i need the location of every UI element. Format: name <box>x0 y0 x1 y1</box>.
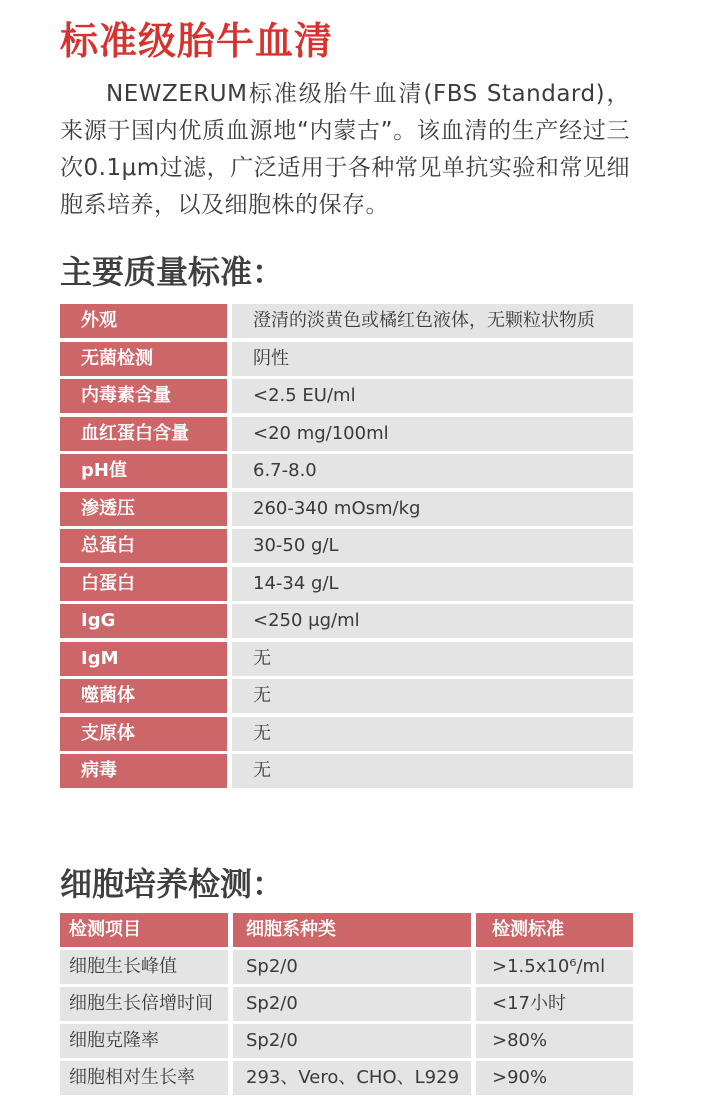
page-title: 标准级胎牛血清 <box>60 19 334 63</box>
cell-line-cell: 293、Vero、CHO、L929 <box>233 1061 471 1095</box>
culture-table-header <box>60 913 633 947</box>
quality-row-endotoxin <box>60 379 633 413</box>
quality-label: 外观 <box>60 304 227 338</box>
cell-line-cell: Sp2/0 <box>233 987 471 1021</box>
standard-cell: >90% <box>476 1061 633 1095</box>
quality-value: <2.5 EU/ml <box>232 379 633 413</box>
intro-paragraph: NEWZERUM标准级胎牛血清(FBS Standard)，来源于国内优质血源地“内蒙古”。该血清的生产经过三次0.1μm过滤，广泛适用于各种常见单抗实验和常见细胞系培养，以及细胞株的保存。 <box>60 81 630 218</box>
quality-section-title: 主要质量标准： <box>60 253 285 291</box>
quality-row-osmolality <box>60 492 633 526</box>
cell-line-cell: Sp2/0 <box>233 950 471 984</box>
table-row <box>60 987 633 1021</box>
quality-label: 病毒 <box>60 754 227 788</box>
quality-row-igm <box>60 642 633 676</box>
quality-label: 白蛋白 <box>60 567 227 601</box>
quality-label: IgM <box>60 642 227 676</box>
header-standard: 检测标准 <box>476 913 633 947</box>
quality-value: 无 <box>232 717 633 751</box>
test-item-cell: 细胞克隆率 <box>60 1024 228 1058</box>
quality-label: 支原体 <box>60 717 227 751</box>
quality-row-igg <box>60 604 633 638</box>
quality-value: 无 <box>232 642 633 676</box>
quality-row-albumin <box>60 567 633 601</box>
standard-cell: >80% <box>476 1024 633 1058</box>
quality-label: IgG <box>60 604 227 638</box>
quality-row-ph <box>60 454 633 488</box>
header-test-item: 检测项目 <box>60 913 228 947</box>
quality-label: 内毒素含量 <box>60 379 227 413</box>
quality-row-hemoglobin <box>60 417 633 451</box>
quality-value: 260-340 mOsm/kg <box>232 492 633 526</box>
quality-label: 噬菌体 <box>60 679 227 713</box>
quality-value: 无 <box>232 754 633 788</box>
quality-row-virus <box>60 754 633 788</box>
quality-label: 血红蛋白含量 <box>60 417 227 451</box>
quality-label: 总蛋白 <box>60 529 227 563</box>
test-item-cell: 细胞相对生长率 <box>60 1061 228 1095</box>
culture-table <box>60 913 633 1098</box>
quality-label: 渗透压 <box>60 492 227 526</box>
quality-value: 无 <box>232 679 633 713</box>
quality-value: 6.7-8.0 <box>232 454 633 488</box>
table-row <box>60 1024 633 1058</box>
quality-value: 阴性 <box>232 342 633 376</box>
standard-cell: <17小时 <box>476 987 633 1021</box>
header-cell-line: 细胞系种类 <box>233 913 471 947</box>
quality-value: <20 mg/100ml <box>232 417 633 451</box>
quality-row-total-protein <box>60 529 633 563</box>
quality-value: <250 μg/ml <box>232 604 633 638</box>
quality-table <box>60 304 633 792</box>
quality-row-sterility <box>60 342 633 376</box>
test-item-cell: 细胞生长峰值 <box>60 950 228 984</box>
quality-label: 无菌检测 <box>60 342 227 376</box>
quality-row-appearance <box>60 304 633 338</box>
cell-line-cell: Sp2/0 <box>233 1024 471 1058</box>
table-row <box>60 950 633 984</box>
quality-value: 30-50 g/L <box>232 529 633 563</box>
quality-label: pH值 <box>60 454 227 488</box>
quality-row-mycoplasma <box>60 717 633 751</box>
quality-value: 14-34 g/L <box>232 567 633 601</box>
culture-section-title: 细胞培养检测： <box>60 865 285 903</box>
test-item-cell: 细胞生长倍增时间 <box>60 987 228 1021</box>
standard-cell: >1.5x10⁶/ml <box>476 950 633 984</box>
table-row <box>60 1061 633 1095</box>
quality-value: 澄清的淡黄色或橘红色液体，无颗粒状物质 <box>232 304 633 338</box>
quality-row-phage <box>60 679 633 713</box>
